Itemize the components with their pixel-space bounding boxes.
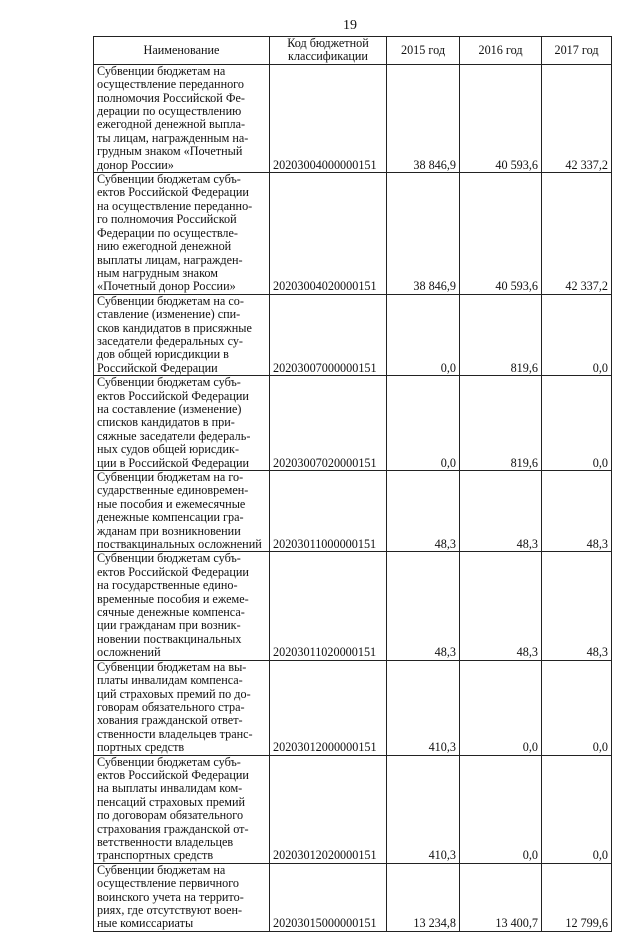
header-code: Код бюджетной классификации bbox=[270, 37, 387, 65]
row-value-2016: 13 400,7 bbox=[460, 863, 542, 931]
row-value-2015: 13 234,8 bbox=[387, 863, 460, 931]
row-name: Субвенции бюджетам субъ- ектов Российской Федерации на составление (изменение) списков кандидатов в при- сяжные заседатели федераль- ных судов общей юрисдик- ции в Российской Федерации bbox=[94, 376, 270, 471]
row-value-2016: 819,6 bbox=[460, 294, 542, 375]
table-row bbox=[94, 552, 612, 660]
row-value-2016: 40 593,6 bbox=[460, 173, 542, 295]
row-value-2015: 0,0 bbox=[387, 294, 460, 375]
row-name: Субвенции бюджетам субъ- ектов Российской Федерации на осуществление переданно- го полномочия Российской Федерации по осуществле- нию ежегодной денежной выплаты лицам, награжден- ным нагрудным знаком «Почетный донор России» bbox=[94, 173, 270, 295]
table-row bbox=[94, 863, 612, 931]
header-2016: 2016 год bbox=[460, 37, 542, 65]
table-row bbox=[94, 376, 612, 471]
row-value-2017: 42 337,2 bbox=[542, 64, 612, 172]
row-value-2015: 38 846,9 bbox=[387, 173, 460, 295]
header-2017: 2017 год bbox=[542, 37, 612, 65]
row-name: Субвенции бюджетам на вы- платы инвалидам компенса- ций страховых премий по до- говорам обязательного стра- хования гражданской ответ- ственности владельцев транс- портных средств bbox=[94, 660, 270, 755]
row-name: Субвенции бюджетам субъ- ектов Российской Федерации на государственные едино- временные пособия и ежеме- сячные денежные компенса- ции гражданам при возник- новении поствакцинальных осложнений bbox=[94, 552, 270, 660]
header-2015: 2015 год bbox=[387, 37, 460, 65]
row-value-2017: 42 337,2 bbox=[542, 173, 612, 295]
row-value-2016: 48,3 bbox=[460, 552, 542, 660]
row-value-2017: 0,0 bbox=[542, 755, 612, 863]
row-name: Субвенции бюджетам на го- сударственные единовремен- ные пособия и ежемесячные денежные компенсации гра- жданам при возникновении поствакцинальных осложнений bbox=[94, 471, 270, 552]
header-name: Наименование bbox=[94, 37, 270, 65]
table-row bbox=[94, 173, 612, 295]
page-number: 19 bbox=[343, 18, 357, 33]
row-name: Субвенции бюджетам субъ- ектов Российской Федерации на выплаты инвалидам ком- пенсаций страховых премий по договорам обязательного страхования гражданской от- ветственности владельцев транспортных средств bbox=[94, 755, 270, 863]
row-name: Субвенции бюджетам на со- ставление (изменение) спи- сков кандидатов в присяжные заседатели федеральных су- дов общей юрисдикции в Российской Федерации bbox=[94, 294, 270, 375]
row-value-2015: 48,3 bbox=[387, 552, 460, 660]
table-row bbox=[94, 64, 612, 172]
row-code: 20203007000000151 bbox=[270, 294, 387, 375]
row-value-2015: 410,3 bbox=[387, 660, 460, 755]
table-row bbox=[94, 294, 612, 375]
row-value-2017: 0,0 bbox=[542, 376, 612, 471]
row-code: 20203015000000151 bbox=[270, 863, 387, 931]
table-row bbox=[94, 471, 612, 552]
row-code: 20203011020000151 bbox=[270, 552, 387, 660]
row-name: Субвенции бюджетам на осуществление первичного воинского учета на террито- риях, где отсутствуют воен- ные комиссариаты bbox=[94, 863, 270, 931]
table-row bbox=[94, 660, 612, 755]
row-value-2015: 0,0 bbox=[387, 376, 460, 471]
row-code: 20203012020000151 bbox=[270, 755, 387, 863]
row-name: Субвенции бюджетам на осуществление переданного полномочия Российской Фе- дерации по осуществлению ежегодной денежной выпла- ты лицам, награжденным на- грудным знаком «Почетный донор России» bbox=[94, 64, 270, 172]
row-code: 20203004020000151 bbox=[270, 173, 387, 295]
row-value-2015: 38 846,9 bbox=[387, 64, 460, 172]
row-code: 20203012000000151 bbox=[270, 660, 387, 755]
row-value-2016: 819,6 bbox=[460, 376, 542, 471]
row-code: 20203007020000151 bbox=[270, 376, 387, 471]
table-header-row bbox=[94, 37, 612, 65]
row-value-2017: 0,0 bbox=[542, 294, 612, 375]
row-value-2016: 40 593,6 bbox=[460, 64, 542, 172]
table-row bbox=[94, 755, 612, 863]
row-value-2015: 410,3 bbox=[387, 755, 460, 863]
row-value-2017: 12 799,6 bbox=[542, 863, 612, 931]
row-value-2016: 48,3 bbox=[460, 471, 542, 552]
row-value-2016: 0,0 bbox=[460, 660, 542, 755]
budget-table bbox=[93, 36, 612, 932]
row-value-2015: 48,3 bbox=[387, 471, 460, 552]
row-value-2017: 48,3 bbox=[542, 552, 612, 660]
row-value-2017: 48,3 bbox=[542, 471, 612, 552]
row-code: 20203011000000151 bbox=[270, 471, 387, 552]
row-code: 20203004000000151 bbox=[270, 64, 387, 172]
row-value-2016: 0,0 bbox=[460, 755, 542, 863]
row-value-2017: 0,0 bbox=[542, 660, 612, 755]
